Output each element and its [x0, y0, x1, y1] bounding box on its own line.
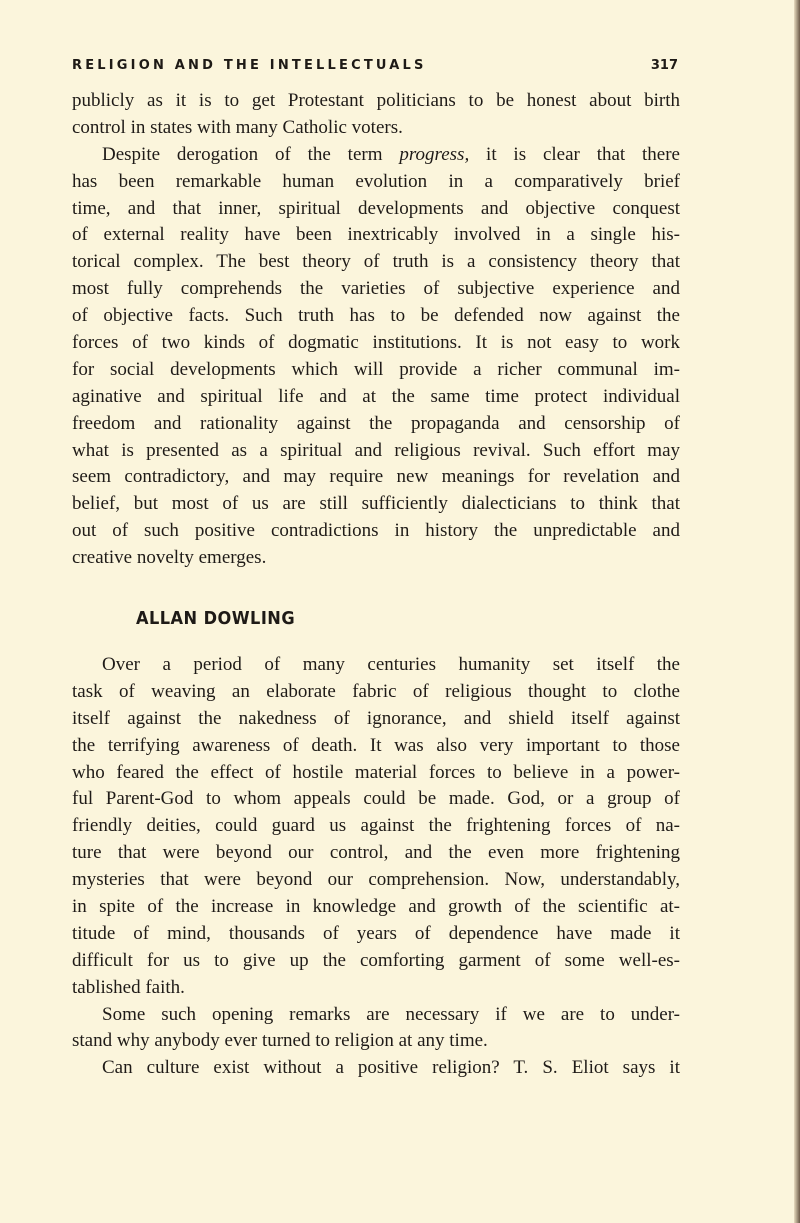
- text-line: control in states with many Catholic voters.: [72, 116, 403, 138]
- text-line: itself against the nakedness of ignorance, and shield itself against: [72, 707, 680, 729]
- page-number: 317: [650, 58, 678, 73]
- text-line: freedom and rationality against the propaganda and censorship of: [72, 412, 680, 434]
- text-line: publicly as it is to get Protestant politicians to be honest about birth: [72, 90, 680, 111]
- text-line: Can culture exist without a positive religion? T. S. Eliot says it: [102, 1057, 680, 1079]
- text-line: in spite of the increase in knowledge and growth of the scientific at-: [72, 896, 680, 918]
- text-line: of objective facts. Such truth has to be defended now against the: [72, 305, 680, 327]
- page-edge: [794, 0, 800, 1223]
- text-line: aginative and spiritual life and at the same time protect individual: [72, 385, 680, 407]
- text-line: for social developments which will provide a richer communal im-: [72, 358, 680, 380]
- text-line: what is presented as a spiritual and religious revival. Such effort may: [72, 439, 680, 461]
- text-line: torical complex. The best theory of truth is a consistency theory that: [72, 251, 680, 273]
- text-line: stand why anybody ever turned to religion at any time.: [72, 1030, 488, 1052]
- section-heading: ALLAN DOWLING: [136, 608, 296, 629]
- text-line: mysteries that were beyond our comprehension. Now, understandably,: [72, 869, 680, 891]
- text-line: friendly deities, could guard us against the frightening forces of na-: [72, 815, 680, 837]
- text-line: creative novelty emerges.: [72, 547, 267, 569]
- paragraph: [72, 1002, 680, 1056]
- text-line: Over a period of many centuries humanity set itself the: [102, 654, 680, 675]
- text-line: ful Parent-God to whom appeals could be made. God, or a group of: [72, 788, 680, 810]
- text-line: of external reality have been inextricably involved in a single his-: [72, 224, 680, 246]
- text-line: has been remarkable human evolution in a comparatively brief: [72, 170, 680, 192]
- text-line: time, and that inner, spiritual developments and objective conquest: [72, 197, 680, 219]
- running-head-title: RELIGION AND THE INTELLECTUALS: [72, 58, 427, 73]
- text-line: task of weaving an elaborate fabric of religious thought to clothe: [72, 680, 680, 702]
- text-line: tablished faith.: [72, 976, 185, 998]
- emphasis: progress,: [399, 143, 470, 165]
- text-line: Some such opening remarks are necessary if we are to under-: [102, 1003, 680, 1025]
- text-line: the terrifying awareness of death. It was also very important to those: [72, 734, 680, 756]
- text-line: ture that were beyond our control, and the even more frightening: [72, 842, 680, 864]
- text-line: most fully comprehends the varieties of subjective experience and: [72, 278, 680, 300]
- text-line: who feared the effect of hostile material forces to believe in a power-: [72, 761, 680, 783]
- paragraph: [72, 652, 680, 1002]
- text-line: titude of mind, thousands of years of dependence have made it: [72, 922, 680, 944]
- body-text-section-2: [72, 652, 680, 1082]
- paragraph: [72, 142, 680, 572]
- text-line: difficult for us to give up the comforting garment of some well-es-: [72, 949, 680, 971]
- text-line: seem contradictory, and may require new meanings for revelation and: [72, 466, 680, 488]
- paragraph: [72, 88, 680, 142]
- text-line: out of such positive contradictions in history the unpredictable and: [72, 520, 680, 542]
- text-line: forces of two kinds of dogmatic institutions. It is not easy to work: [72, 332, 680, 354]
- text-line: belief, but most of us are still sufficiently dialecticians to think that: [72, 493, 680, 515]
- body-text-section-1: [72, 88, 680, 572]
- paragraph: [72, 1055, 680, 1082]
- running-head: [72, 58, 678, 73]
- text-line: Despite derogation of the term progress, it is clear that there: [102, 143, 680, 165]
